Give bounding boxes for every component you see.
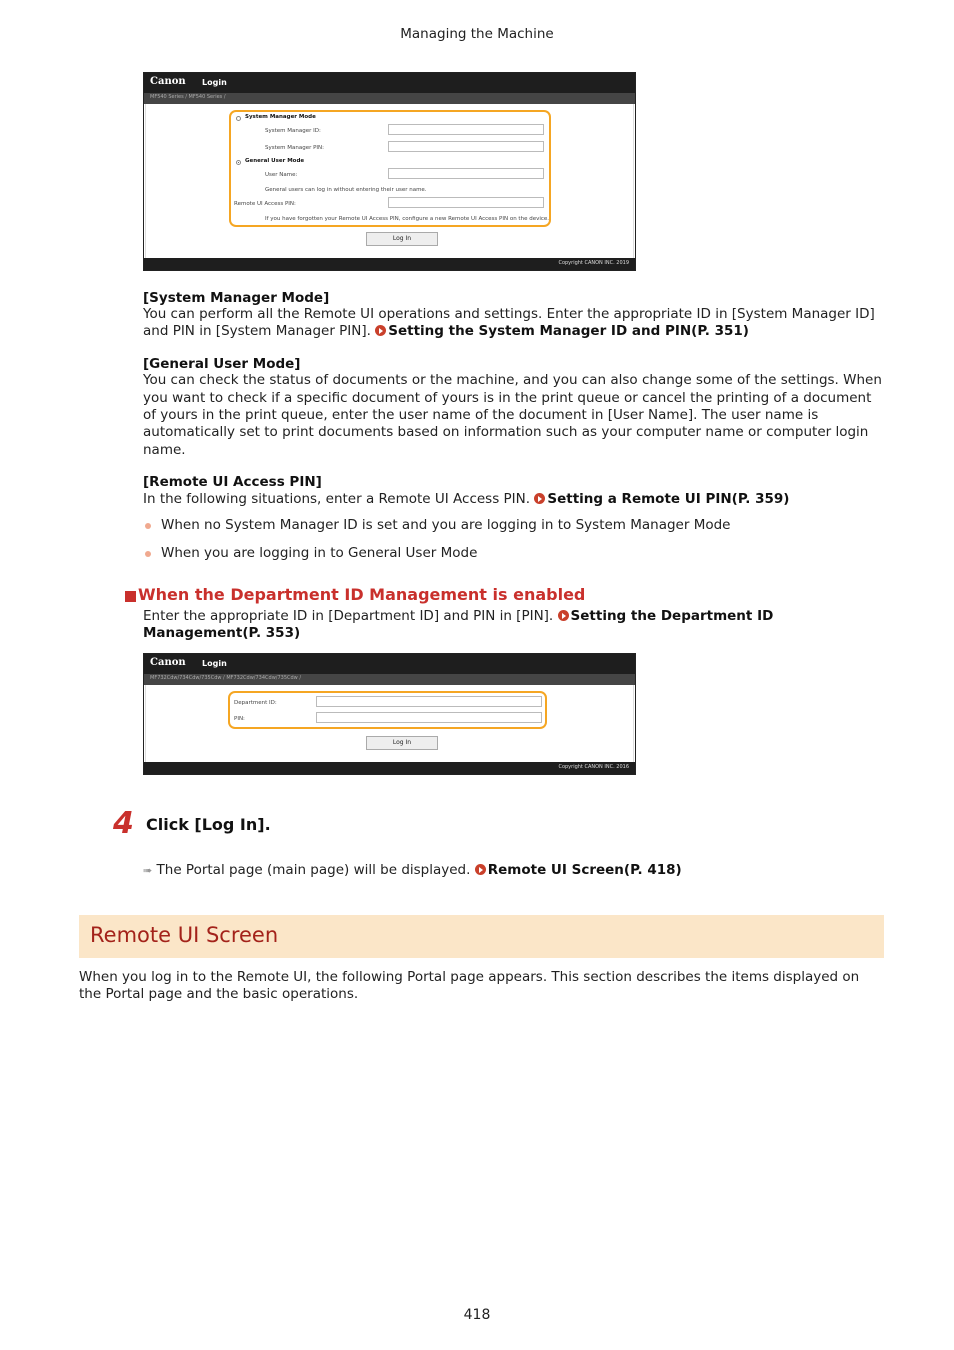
remote-ui-pin-field[interactable] bbox=[388, 197, 544, 208]
general-user-mode-label: General User Mode bbox=[245, 158, 305, 164]
screenshot-content bbox=[145, 104, 634, 258]
user-name-field[interactable] bbox=[388, 168, 544, 179]
canon-logo: Canon bbox=[150, 76, 186, 87]
login-screenshot-department bbox=[143, 653, 636, 775]
general-user-mode-heading: [General User Mode] bbox=[143, 356, 301, 372]
subheading-marker-icon bbox=[125, 591, 136, 602]
screenshot-content bbox=[145, 685, 634, 762]
department-id-desc-text: Enter the appropriate ID in [Department ID] and PIN in [PIN]. bbox=[143, 608, 554, 624]
screenshot-footer bbox=[144, 762, 635, 774]
screenshot-login-button[interactable]: Log In bbox=[366, 736, 438, 750]
forgot-pin-note: If you have forgotten your Remote UI Access PIN, configure a new Remote UI Access PIN on the device. bbox=[265, 216, 550, 222]
step-number: 4 bbox=[113, 806, 134, 841]
department-id-desc-1 bbox=[143, 608, 773, 626]
section-title-bar bbox=[79, 915, 884, 958]
system-manager-mode-label: System Manager Mode bbox=[245, 114, 316, 120]
canon-logo: Canon bbox=[150, 657, 186, 668]
link-arrow-icon bbox=[375, 325, 386, 336]
department-id-heading: When the Department ID Management is enabled bbox=[138, 585, 586, 604]
general-user-mode-radio[interactable] bbox=[236, 160, 241, 165]
general-user-mode-line-5: name. bbox=[143, 442, 186, 458]
step-result-text: The Portal page (main page) will be displayed. bbox=[156, 862, 471, 878]
department-id-field[interactable] bbox=[316, 696, 542, 707]
bullet-item-2: When you are logging in to General User Mode bbox=[161, 545, 478, 561]
general-user-mode-line-2: you want to check if a specific document of yours is in the print queue or cancel the printing of a document bbox=[143, 390, 872, 406]
screenshot-topbar bbox=[144, 654, 635, 674]
system-manager-id-field[interactable] bbox=[388, 124, 544, 135]
pin-field[interactable] bbox=[316, 712, 542, 723]
link-remote-ui-screen[interactable]: Remote UI Screen(P. 418) bbox=[487, 862, 682, 878]
link-remote-ui-pin[interactable]: Setting a Remote UI PIN(P. 359) bbox=[547, 491, 790, 507]
department-id-label: Department ID: bbox=[234, 700, 277, 706]
remote-ui-pin-label: Remote UI Access PIN: bbox=[234, 201, 296, 207]
page-number: 418 bbox=[463, 1307, 491, 1323]
system-manager-mode-desc-1: You can perform all the Remote UI operations and settings. Enter the appropriate ID in [System Manager ID] bbox=[143, 306, 875, 322]
running-header: Managing the Machine bbox=[400, 26, 554, 42]
section-title: Remote UI Screen bbox=[90, 923, 279, 947]
link-department-id-part2[interactable]: Management(P. 353) bbox=[143, 625, 301, 641]
bullet-icon bbox=[145, 523, 151, 529]
link-arrow-icon bbox=[534, 493, 545, 504]
general-user-note: General users can log in without entering their user name. bbox=[265, 187, 427, 193]
bullet-item-1: When no System Manager ID is set and you are logging in to System Manager Mode bbox=[161, 517, 731, 533]
bullet-icon bbox=[145, 551, 151, 557]
system-manager-id-label: System Manager ID: bbox=[265, 128, 321, 134]
general-user-mode-line-4: automatically set to print documents based on information such as your computer name or computer login bbox=[143, 424, 869, 440]
result-arrow-icon: ➠ bbox=[143, 864, 153, 877]
remote-ui-pin-desc bbox=[143, 491, 789, 509]
link-department-id-part1[interactable]: Setting the Department ID bbox=[570, 608, 774, 624]
login-screenshot-system-manager bbox=[143, 72, 636, 271]
general-user-mode-line-1: You can check the status of documents or the machine, and you can also change some of the settings. When bbox=[143, 372, 882, 388]
copyright-text: Copyright CANON INC. 2019 bbox=[558, 260, 629, 266]
section-intro-line-2: the Portal page and the basic operations. bbox=[79, 986, 359, 1002]
section-intro-line-1: When you log in to the Remote UI, the following Portal page appears. This section describes the items displayed on bbox=[79, 969, 860, 985]
system-manager-pin-label: System Manager PIN: bbox=[265, 145, 325, 151]
system-manager-mode-heading: [System Manager Mode] bbox=[143, 290, 330, 306]
system-manager-pin-field[interactable] bbox=[388, 141, 544, 152]
screenshot-breadcrumb bbox=[144, 93, 635, 104]
remote-ui-pin-heading: [Remote UI Access PIN] bbox=[143, 474, 322, 490]
system-manager-mode-radio[interactable] bbox=[236, 116, 241, 121]
breadcrumb-text: MF540 Series / MF540 Series / bbox=[150, 94, 226, 100]
screenshot-topbar bbox=[144, 73, 635, 93]
link-arrow-icon bbox=[558, 610, 569, 621]
screenshot-login-title: Login bbox=[202, 659, 227, 668]
screenshot-footer bbox=[144, 258, 635, 270]
breadcrumb-text: MF732Cdw/734Cdw/735Cdw / MF732Cdw/734Cdw/735Cdw / bbox=[150, 675, 302, 681]
system-manager-mode-desc-2 bbox=[143, 323, 749, 341]
step-result bbox=[143, 862, 682, 880]
pin-label: PIN: bbox=[234, 716, 245, 722]
copyright-text: Copyright CANON INC. 2016 bbox=[558, 764, 629, 770]
user-name-label: User Name: bbox=[265, 172, 298, 178]
system-manager-mode-desc-2-text: and PIN in [System Manager PIN]. bbox=[143, 323, 371, 339]
remote-ui-pin-desc-text: In the following situations, enter a Remote UI Access PIN. bbox=[143, 491, 531, 507]
link-arrow-icon bbox=[475, 864, 486, 875]
screenshot-breadcrumb bbox=[144, 674, 635, 685]
link-system-manager-id[interactable]: Setting the System Manager ID and PIN(P. 351) bbox=[388, 323, 749, 339]
screenshot-login-button[interactable]: Log In bbox=[366, 232, 438, 246]
general-user-mode-line-3: of yours in the print queue, enter the user name of the document in [User Name]. The user name is bbox=[143, 407, 819, 423]
screenshot-login-title: Login bbox=[202, 78, 227, 87]
step-instruction: Click [Log In]. bbox=[146, 815, 271, 834]
